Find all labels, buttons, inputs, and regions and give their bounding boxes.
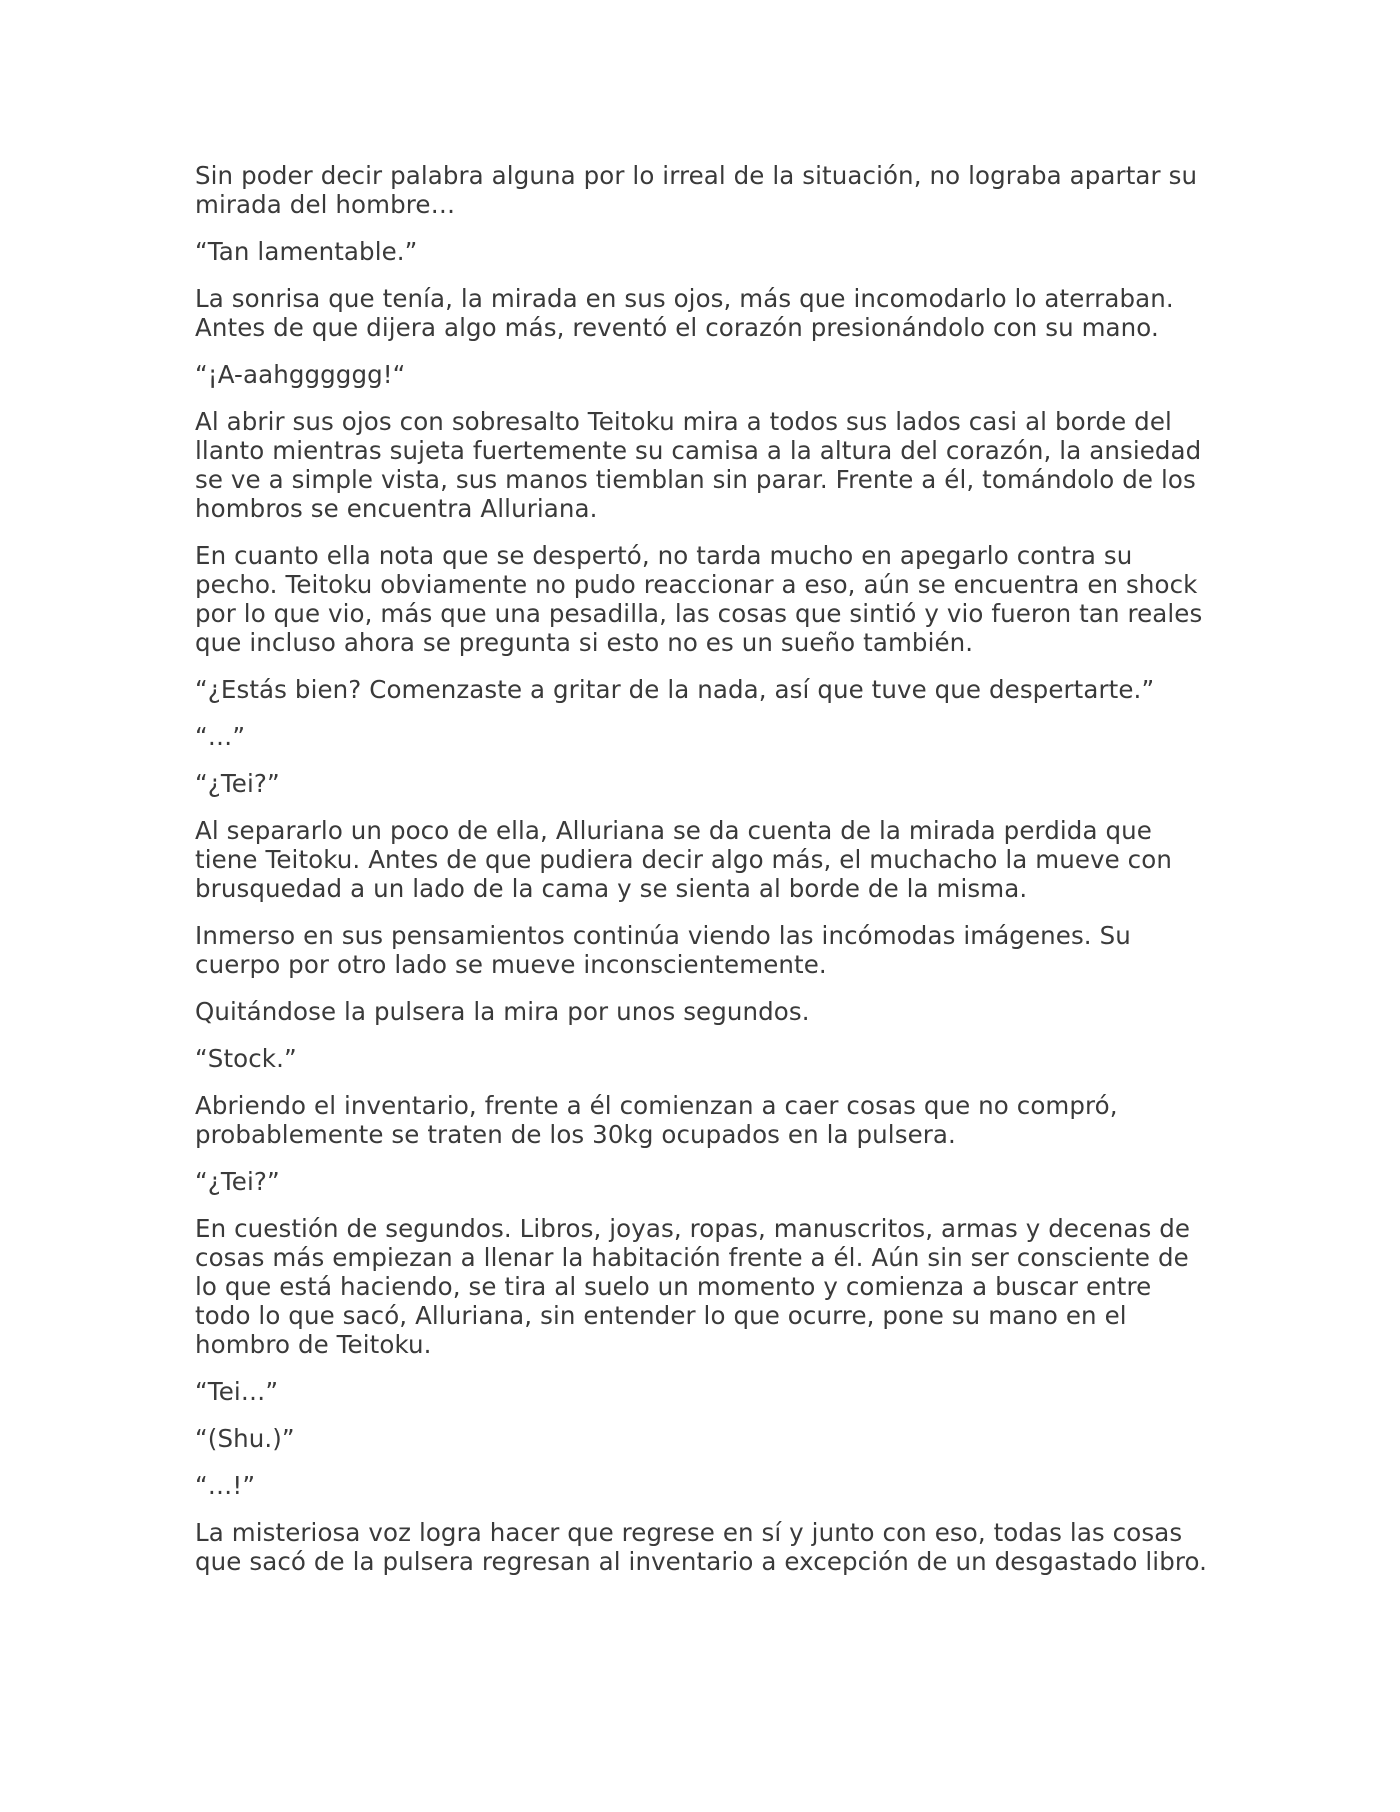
paragraph: Al abrir sus ojos con sobresalto Teitoku mira a todos sus lados casi al borde del llanto mientras sujeta fuertemente su camisa a la altura del corazón, la ansiedad se ve a simple vista, sus manos tiemblan sin parar. Frente a él, tomándolo de los hombros se encuentra Alluriana. (195, 407, 1202, 523)
paragraph: “¿Tei?” (195, 769, 280, 798)
paragraph: “Stock.” (195, 1044, 297, 1073)
paragraph: Al separarlo un poco de ella, Alluriana se da cuenta de la mirada perdida que tiene Teitoku. Antes de que pudiera decir algo más, el muchacho la mueve con brusquedad a un lado de la cama y se sienta al borde de la misma. (195, 816, 1172, 903)
paragraph: “Tan lamentable.” (195, 237, 418, 266)
paragraph: Abriendo el inventario, frente a él comienzan a caer cosas que no compró, probablemente se traten de los 30kg ocupados en la pulsera. (195, 1091, 1118, 1149)
paragraph: Inmerso en sus pensamientos continúa viendo las incómodas imágenes. Su cuerpo por otro lado se mueve inconscientemente. (195, 921, 1131, 979)
paragraph: Sin poder decir palabra alguna por lo irreal de la situación, no lograba apartar su mirada del hombre… (195, 161, 1198, 219)
paragraph: “¿Tei?” (195, 1167, 280, 1196)
paragraph: “…!” (195, 1471, 256, 1500)
paragraph: En cuanto ella nota que se despertó, no tarda mucho en apegarlo contra su pecho. Teitoku obviamente no pudo reaccionar a eso, aún se encuentra en shock por lo que vio, más que una pesadilla, las cosas que sintió y vio fueron tan reales que incluso ahora se pregunta si esto no es un sueño también. (195, 541, 1203, 657)
paragraph: “¡A-aahgggggg!“ (195, 360, 406, 389)
paragraph: La sonrisa que tenía, la mirada en sus ojos, más que incomodarlo lo aterraban. Antes de que dijera algo más, reventó el corazón presionándolo con su mano. (195, 284, 1174, 342)
paragraph: En cuestión de segundos. Libros, joyas, ropas, manuscritos, armas y decenas de cosas más empiezan a llenar la habitación frente a él. Aún sin ser consciente de lo que está haciendo, se tira al suelo un momento y comienza a buscar entre todo lo que sacó, Alluriana, sin entender lo que ocurre, pone su mano en el hombro de Teitoku. (195, 1214, 1191, 1359)
paragraph: Quitándose la pulsera la mira por unos segundos. (195, 997, 810, 1026)
paragraph: La misteriosa voz logra hacer que regrese en sí y junto con eso, todas las cosas que sacó de la pulsera regresan al inventario a excepción de un desgastado libro. (195, 1518, 1208, 1576)
paragraph: “(Shu.)” (195, 1424, 295, 1453)
document-page (195, 161, 1210, 1594)
paragraph: “¿Estás bien? Comenzaste a gritar de la nada, así que tuve que despertarte.” (195, 675, 1155, 704)
paragraph: “…” (195, 722, 246, 751)
paragraph: “Tei…” (195, 1377, 279, 1406)
